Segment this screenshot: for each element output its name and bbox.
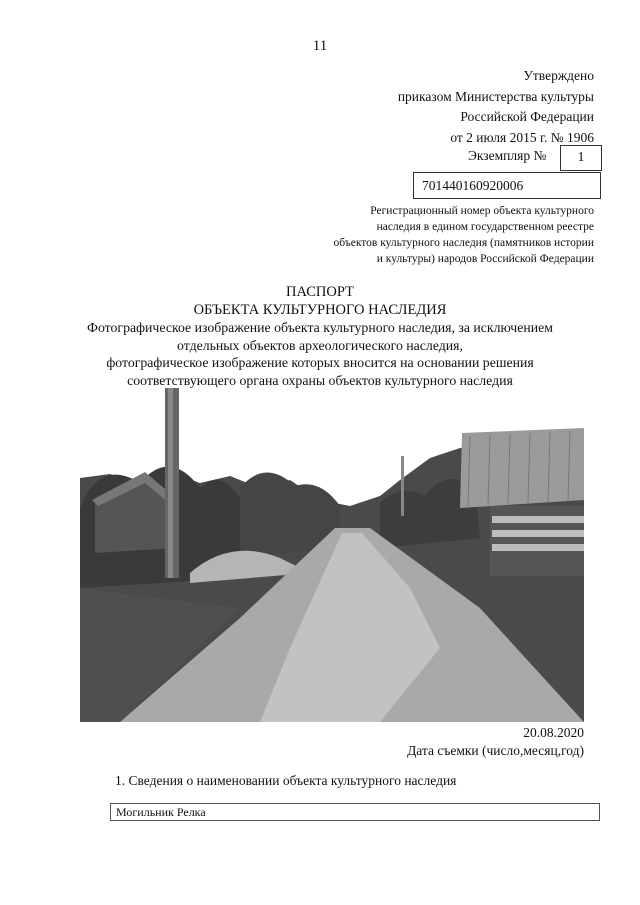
registration-caption — [334, 203, 595, 267]
registration-caption-line: объектов культурного наследия (памятников истории — [333, 237, 594, 249]
section-title: Сведения о наименовании объекта культурного наследия — [128, 773, 457, 788]
registration-caption-line: наследия в едином государственном реестре — [376, 221, 594, 233]
section-number: 1. — [115, 773, 126, 788]
registration-number: 701440160920006 — [422, 178, 524, 193]
registration-caption-line: и культуры) народов Российской Федерации — [376, 253, 594, 265]
passport-title-block — [0, 284, 640, 389]
title-description-line: Фотографическое изображение объекта культурного наследия, за исключением — [87, 320, 553, 335]
photo-date: 20.08.2020 — [523, 725, 584, 740]
approval-line: от 2 июля 2015 г. № 1906 — [450, 129, 594, 145]
page-number: 11 — [312, 38, 328, 54]
passport-subtitle: ОБЪЕКТА КУЛЬТУРНОГО НАСЛЕДИЯ — [193, 301, 447, 318]
approval-block — [398, 66, 594, 148]
title-description-line: фотографическое изображение которых вносится на основании решения — [106, 355, 534, 370]
registration-caption-line: Регистрационный номер объекта культурного — [370, 205, 594, 217]
section-heading — [115, 773, 456, 789]
approval-line: Российской Федерации — [460, 109, 594, 124]
object-photo — [80, 388, 584, 722]
copy-label: Экземпляр № — [468, 148, 547, 163]
photo-date-caption: Дата съемки (число,месяц,год) — [407, 743, 584, 758]
approval-line: Утверждено — [523, 68, 594, 83]
object-name-field — [110, 803, 600, 821]
title-description-line: отдельных объектов археологического наследия, — [177, 337, 463, 353]
object-name-value: Могильник Релка — [116, 805, 206, 819]
copy-number-box — [560, 145, 602, 171]
registration-number-box — [413, 172, 601, 199]
approval-line: приказом Министерства культуры — [397, 88, 594, 104]
copy-number: 1 — [577, 150, 585, 165]
title-description-line: соответствующего органа охраны объектов культурного наследия — [127, 372, 513, 388]
passport-title: ПАСПОРТ — [286, 284, 354, 300]
